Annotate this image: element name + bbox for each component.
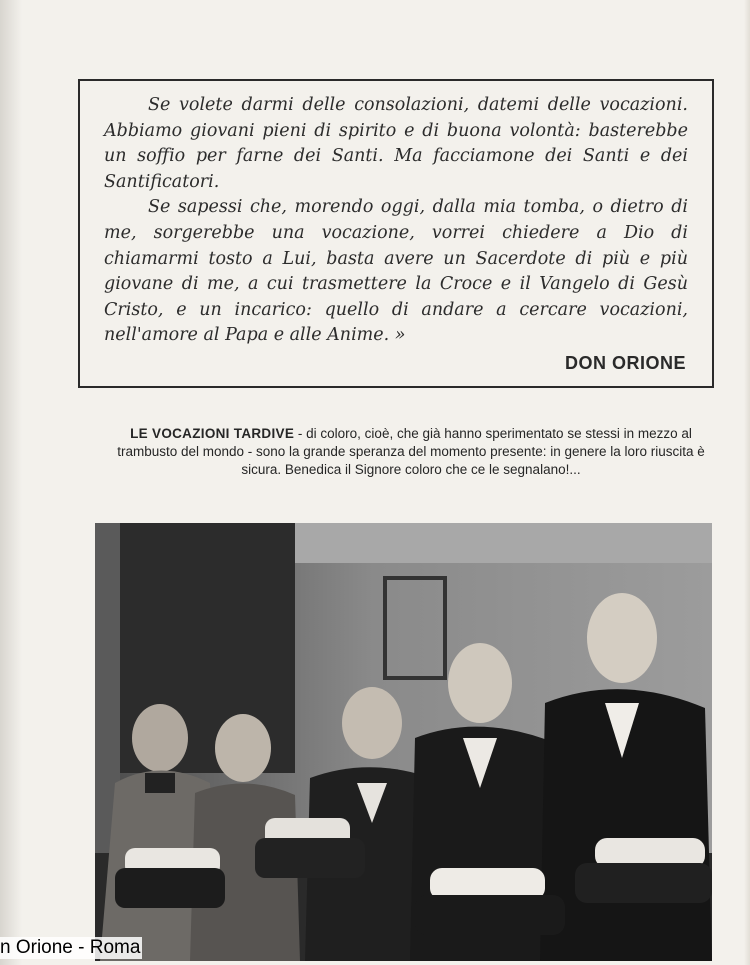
footer-label: n Orione - Roma bbox=[0, 937, 141, 958]
photo-caption bbox=[103, 425, 719, 479]
page-gutter-shadow bbox=[0, 0, 22, 965]
caption-lead: LE VOCAZIONI TARDIVE bbox=[130, 426, 295, 441]
caption-body: - di coloro, cioè, che già hanno sperimentato se stessi in mezzo al trambusto del mondo - sono la grande speranza del momento presente: in genere la loro riuscita è sicura. Benedica il Signore coloro che ce le segnalano!... bbox=[117, 426, 705, 477]
page-edge bbox=[744, 0, 750, 965]
group-photo bbox=[95, 523, 712, 961]
quote-signature: DON ORIONE bbox=[564, 353, 686, 373]
photo-illustration bbox=[95, 523, 712, 961]
quote-paragraph-2: Se sapessi che, morendo oggi, dalla mia tomba, o dietro di me, sorgerebbe una vocazione, vorrei chiedere a Dio di chiamarmi tosto a Lui, basta avere un Sacerdote di più e più giovane di me, a cui trasmettere la Croce e il Vangelo di Gesù Cristo, e un incarico: quello di andare a cercare vocazioni, nell'amore al Papa e alle Anime. » bbox=[104, 197, 688, 346]
quote-box bbox=[78, 79, 714, 388]
quote-paragraph-1: Se volete darmi delle consolazioni, datemi delle vocazioni. Abbiamo giovani pieni di spirito e di buona volontà: basterebbe un soffio per farne dei Santi. Ma facciamone dei Santi e dei Santificatori. bbox=[104, 95, 688, 192]
